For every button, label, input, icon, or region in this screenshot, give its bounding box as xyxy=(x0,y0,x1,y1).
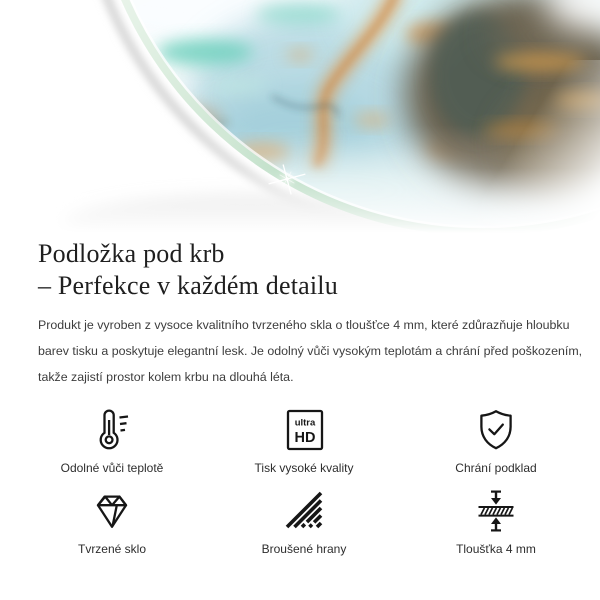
feature-label: Broušené hrany xyxy=(261,542,347,556)
feature-label: Tvrzené sklo xyxy=(77,542,147,556)
glass-pad-image xyxy=(0,0,600,236)
feature-label: Tloušťka 4 mm xyxy=(456,542,536,556)
page-title-line-2: – Perfekce v každém detailu xyxy=(38,271,338,300)
page-title xyxy=(0,238,600,302)
ultra-hd-icon xyxy=(208,406,400,454)
description-line: takže zajistí prostor kolem krbu na dlouhá léta. xyxy=(38,370,294,384)
thickness-icon xyxy=(400,487,592,535)
page-title-line-1: Podložka pod krb xyxy=(38,239,225,268)
product-description xyxy=(0,312,600,390)
description-line: barev tisku a poskytuje elegantní lesk. Je odolný vůči vysokým teplotám a chrání před poškozením, xyxy=(38,344,583,358)
feature-protects-surface xyxy=(400,406,592,475)
feature-label: Chrání podklad xyxy=(455,461,537,475)
feature-tempered-glass xyxy=(16,487,208,556)
feature-grid xyxy=(16,406,600,556)
thermometer-icon xyxy=(16,406,208,454)
feature-label: Odolné vůči teplotě xyxy=(60,461,164,475)
feature-heat-resistance xyxy=(16,406,208,475)
shield-check-icon xyxy=(400,406,592,454)
feature-thickness xyxy=(400,487,592,556)
ultra-hd-text-bottom: HD xyxy=(294,430,316,446)
feature-print-quality xyxy=(208,406,400,475)
beveled-edge-icon xyxy=(208,487,400,535)
feature-polished-edges xyxy=(208,487,400,556)
feature-label: Tisk vysoké kvality xyxy=(254,461,354,475)
product-photo xyxy=(0,0,600,236)
description-line: Produkt je vyroben z vysoce kvalitního tvrzeného skla o tloušťce 4 mm, které zdůrazňuje hloubku xyxy=(38,318,570,332)
diamond-icon xyxy=(16,487,208,535)
ultra-hd-text-top: ultra xyxy=(294,417,316,429)
